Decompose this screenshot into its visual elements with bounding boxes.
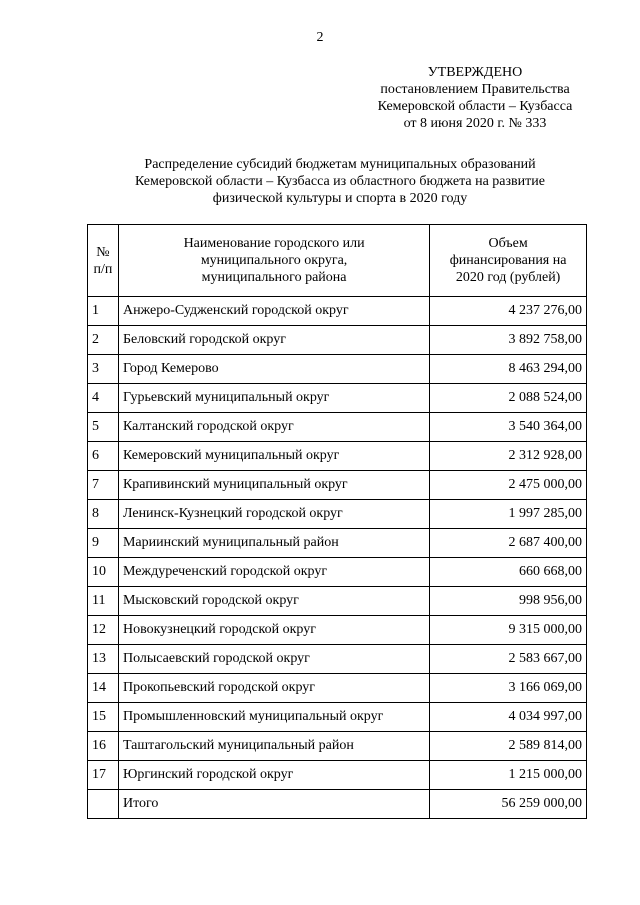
municipality-name: Междуреченский городской округ xyxy=(118,558,429,587)
funding-amount: 3 166 069,00 xyxy=(430,674,587,703)
municipality-name: Прокопьевский городской округ xyxy=(118,674,429,703)
funding-amount: 4 034 997,00 xyxy=(430,703,587,732)
row-number: 9 xyxy=(88,529,119,558)
funding-amount: 998 956,00 xyxy=(430,587,587,616)
table-row xyxy=(88,500,587,529)
table-row xyxy=(88,674,587,703)
document-title xyxy=(100,156,580,207)
municipality-name: Беловский городской округ xyxy=(118,326,429,355)
funding-amount: 2 589 814,00 xyxy=(430,732,587,761)
funding-amount: 9 315 000,00 xyxy=(430,616,587,645)
row-number: 11 xyxy=(88,587,119,616)
table-row xyxy=(88,384,587,413)
municipality-name: Таштагольский муниципальный район xyxy=(118,732,429,761)
funding-amount: 2 687 400,00 xyxy=(430,529,587,558)
header-line: Объем xyxy=(488,236,528,251)
approval-line: постановлением Правительства xyxy=(380,82,570,97)
funding-amount: 2 583 667,00 xyxy=(430,645,587,674)
row-number: 15 xyxy=(88,703,119,732)
municipality-name: Новокузнецкий городской округ xyxy=(118,616,429,645)
row-number: 5 xyxy=(88,413,119,442)
row-number: 3 xyxy=(88,355,119,384)
table-row xyxy=(88,529,587,558)
row-number: 4 xyxy=(88,384,119,413)
total-row xyxy=(88,790,587,819)
header-line: № xyxy=(96,244,110,260)
funding-amount: 1 215 000,00 xyxy=(430,761,587,790)
funding-amount: 3 892 758,00 xyxy=(430,326,587,355)
approval-line: УТВЕРЖДЕНО xyxy=(427,65,523,80)
total-amount: 56 259 000,00 xyxy=(430,790,587,819)
municipality-name: Гурьевский муниципальный округ xyxy=(118,384,429,413)
table-row xyxy=(88,732,587,761)
header-line: 2020 год (рублей) xyxy=(455,270,561,285)
funding-amount: 2 088 524,00 xyxy=(430,384,587,413)
row-number: 14 xyxy=(88,674,119,703)
total-label: Итого xyxy=(118,790,429,819)
table-row xyxy=(88,703,587,732)
title-line: Кемеровской области – Кузбасса из областного бюджета на развитие xyxy=(135,174,545,189)
municipality-name: Юргинский городской округ xyxy=(118,761,429,790)
table-row xyxy=(88,442,587,471)
subsidy-table xyxy=(87,224,587,819)
table-row xyxy=(88,558,587,587)
header-line: п/п xyxy=(93,261,113,277)
municipality-name: Крапивинский муниципальный округ xyxy=(118,471,429,500)
row-number: 8 xyxy=(88,500,119,529)
row-number: 17 xyxy=(88,761,119,790)
table-row xyxy=(88,297,587,326)
row-number: 1 xyxy=(88,297,119,326)
page-number: 2 xyxy=(316,30,324,45)
row-number: 10 xyxy=(88,558,119,587)
title-line: физической культуры и спорта в 2020 году xyxy=(212,191,468,206)
municipality-name: Мариинский муниципальный район xyxy=(118,529,429,558)
municipality-name: Анжеро-Судженский городской округ xyxy=(118,297,429,326)
table-row xyxy=(88,471,587,500)
table-row xyxy=(88,645,587,674)
row-number: 13 xyxy=(88,645,119,674)
table-row xyxy=(88,326,587,355)
funding-amount: 8 463 294,00 xyxy=(430,355,587,384)
table-row xyxy=(88,616,587,645)
row-number: 7 xyxy=(88,471,119,500)
table-header-row xyxy=(88,225,587,297)
row-number: 16 xyxy=(88,732,119,761)
header-amount xyxy=(430,225,587,297)
total-number-cell xyxy=(88,790,119,819)
table-row xyxy=(88,761,587,790)
row-number: 12 xyxy=(88,616,119,645)
approval-line: Кемеровской области – Кузбасса xyxy=(377,99,573,114)
municipality-name: Мысковский городской округ xyxy=(118,587,429,616)
table-row xyxy=(88,355,587,384)
table-row xyxy=(88,413,587,442)
header-line: Наименование городского или xyxy=(183,236,365,251)
row-number: 6 xyxy=(88,442,119,471)
municipality-name: Кемеровский муниципальный округ xyxy=(118,442,429,471)
header-line: муниципального района xyxy=(201,270,347,285)
approval-line: от 8 июня 2020 г. № 333 xyxy=(403,116,547,131)
row-number: 2 xyxy=(88,326,119,355)
header-line: муниципального округа, xyxy=(200,253,348,268)
funding-amount: 2 312 928,00 xyxy=(430,442,587,471)
header-number xyxy=(88,225,119,297)
title-line: Распределение субсидий бюджетам муниципальных образований xyxy=(144,157,536,172)
municipality-name: Город Кемерово xyxy=(118,355,429,384)
funding-amount: 1 997 285,00 xyxy=(430,500,587,529)
funding-amount: 2 475 000,00 xyxy=(430,471,587,500)
municipality-name: Промышленновский муниципальный округ xyxy=(118,703,429,732)
approval-stamp xyxy=(360,64,590,132)
funding-amount: 3 540 364,00 xyxy=(430,413,587,442)
funding-amount: 4 237 276,00 xyxy=(430,297,587,326)
municipality-name: Полысаевский городской округ xyxy=(118,645,429,674)
funding-amount: 660 668,00 xyxy=(430,558,587,587)
municipality-name: Калтанский городской округ xyxy=(118,413,429,442)
header-name xyxy=(118,225,429,297)
municipality-name: Ленинск-Кузнецкий городской округ xyxy=(118,500,429,529)
header-line: финансирования на xyxy=(449,253,567,268)
table-row xyxy=(88,587,587,616)
